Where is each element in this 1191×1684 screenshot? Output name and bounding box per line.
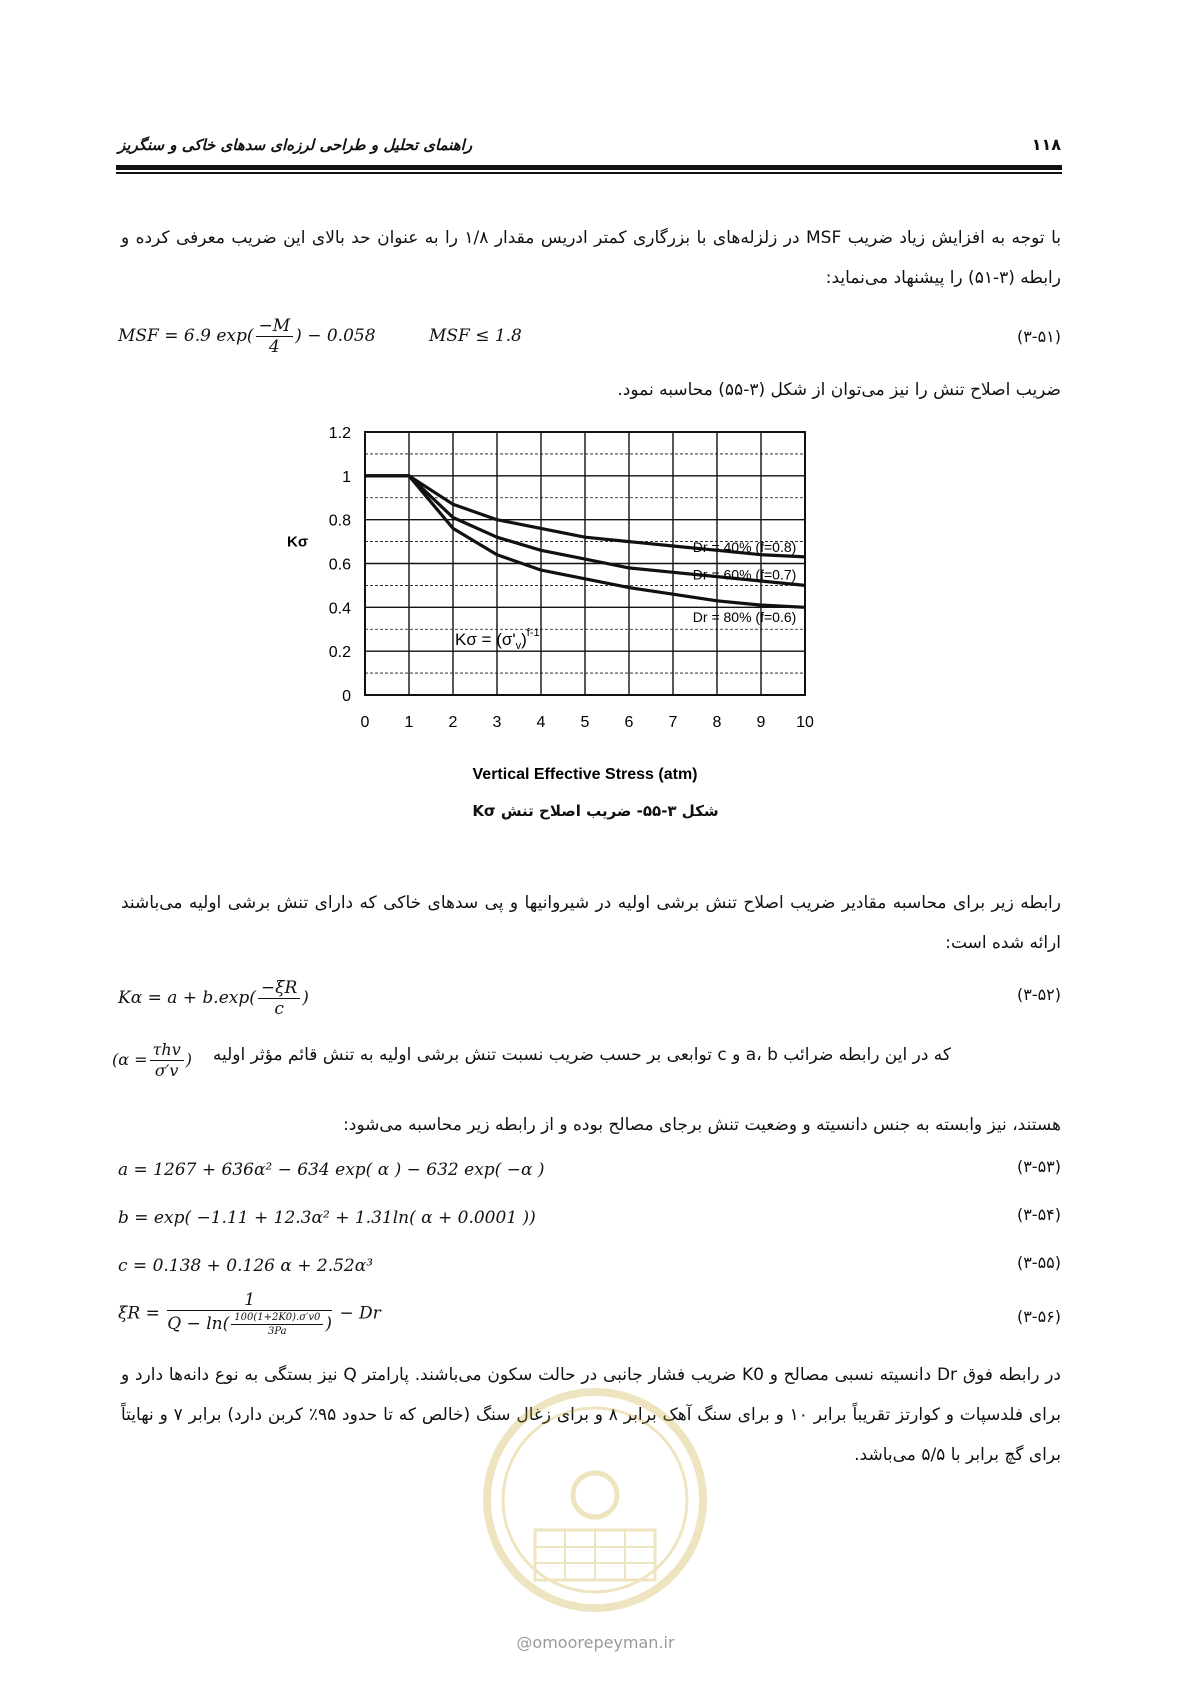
equation-number-54: (۳-۵۴) — [1016, 1205, 1061, 1224]
y-tick-label: 0.4 — [328, 600, 351, 618]
eq52-denominator: c — [274, 999, 284, 1019]
paragraph-msf-intro: با توجه به افزایش زیاد ضریب MSF در زلزله‌های با بزرگاری کمتر ادریس مقدار ۱/۸ را به عنوان حد بالای این ضریب معرفی کرده و رابطه (۳-۵۱) را پیشنهاد می‌نماید: — [121, 228, 1061, 288]
equation-number-52: (۳-۵۲) — [1016, 985, 1061, 1004]
alpha-def-lhs: (α = — [112, 1050, 148, 1069]
alpha-def-numerator: τhv — [150, 1040, 184, 1061]
x-tick-label: 5 — [580, 714, 590, 731]
alpha-definition — [112, 1040, 192, 1081]
watermark-seal — [480, 1385, 710, 1615]
eq52-rhs: ) — [302, 988, 309, 1008]
eq51-denominator: 4 — [268, 337, 280, 357]
equation-56 — [118, 1290, 381, 1338]
x-tick-label: 4 — [536, 714, 546, 731]
eq56-den-end: ) — [325, 1314, 332, 1334]
x-tick-label: 8 — [712, 714, 722, 731]
x-axis-label: Vertical Effective Stress (atm) — [472, 766, 698, 783]
eq56-inner-denominator: 3Pa — [267, 1326, 287, 1337]
chart-grid — [365, 432, 805, 695]
page-number: ۱۱۸ — [1031, 135, 1061, 154]
y-tick-label: 0 — [342, 688, 351, 705]
equation-52 — [118, 978, 309, 1019]
eq51-lhs: MSF = 6.9 exp( — [118, 326, 254, 346]
paragraph-coefficients: که در این رابطه ضرائب a، b و c توابعی بر حسب ضریب نسبت تنش برشی اولیه به تنش قائم مؤثر اولیه — [212, 1045, 951, 1065]
eq52-fraction — [258, 978, 300, 1019]
equation-55: c = 0.138 + 0.126 α + 2.52α³ — [118, 1256, 374, 1276]
alpha-def-fraction — [150, 1040, 184, 1081]
eq56-lhs: ξR = — [118, 1303, 160, 1324]
equation-number-51: (۳-۵۱) — [1016, 327, 1061, 346]
alpha-def-denominator: σ′v — [154, 1061, 179, 1080]
eq56-denominator — [167, 1311, 332, 1338]
x-tick-label: 0 — [360, 714, 370, 731]
y-axis-label: Kσ — [287, 533, 309, 551]
y-tick-label: 1 — [342, 468, 351, 486]
equation-number-56: (۳-۵۶) — [1016, 1307, 1061, 1326]
x-tick-label: 7 — [668, 714, 678, 731]
paragraph-xi-r: هستند، نیز وابسته به جنس دانسیته و وضعیت تنش برجای مصالح بوده و از رابطه زیر محاسبه می‌شود: — [343, 1115, 1061, 1135]
series-label: Dr = 40% (f=0.8) — [692, 539, 797, 556]
x-tick-label: 1 — [404, 714, 414, 731]
eq56-fraction — [167, 1290, 332, 1338]
eq51-fraction — [256, 316, 294, 357]
x-tick-label: 10 — [796, 714, 814, 731]
eq56-den-main: Q − ln( — [167, 1314, 230, 1334]
equation-number-53: (۳-۵۳) — [1016, 1157, 1061, 1176]
formula-label: $K\sigma = (\sigma'_v)^{f-1}$ — [455, 627, 540, 652]
eq56-rhs: − Dr — [339, 1303, 381, 1324]
paragraph-parameters: در رابطه فوق Dr دانسیته نسبی مصالح و K0 ضریب فشار جانبی در حالت سکون می‌باشند. پارامتر Q نیز بستگی به نوع دانه‌ها دارد و برای فلدسپات و کوارتز تقریباً برابر ۱۰ و برای سنگ آهک برابر ۸ و برای زغال سنگ (خالص که تا حدود ۹۵٪ کربن دارد) برابر ۷ و نهایتاً برای گچ برابر با ۵/۵ می‌باشد. — [121, 1365, 1061, 1465]
equation-51 — [118, 316, 522, 357]
eq56-inner-numerator: 100(1+2K0).σ′v0 — [231, 1311, 323, 1325]
x-tick-label: 2 — [448, 714, 458, 731]
figure-caption: شکل ۳-۵۵- ضریب اصلاح تنش Kσ — [472, 802, 719, 820]
y-tick-label: 0.8 — [328, 512, 351, 530]
eq56-inner-fraction — [231, 1311, 323, 1338]
y-tick-label: 1.2 — [328, 425, 351, 442]
equation-number-55: (۳-۵۵) — [1016, 1253, 1061, 1272]
header-rule-thick — [116, 165, 1062, 170]
running-header-title: راهنمای تحلیل و طراحی لرزه‌ای سدهای خاکی و سنگریز — [118, 136, 473, 154]
eq51-condition: MSF ≤ 1.8 — [428, 326, 522, 346]
x-tick-label: 9 — [756, 714, 766, 731]
x-tick-label: 3 — [492, 714, 502, 731]
eq56-numerator: 1 — [167, 1290, 332, 1311]
eq52-numerator: −ξR — [258, 978, 300, 999]
paragraph-initial-shear: رابطه زیر برای محاسبه مقادیر ضریب اصلاح تنش برشی اولیه در شیروانیها و پی سدهای خاکی که دارای تنش برشی اولیه می‌باشند ارائه شده است: — [121, 893, 1061, 953]
y-tick-label: 0.6 — [328, 556, 351, 574]
alpha-def-rhs: ) — [185, 1050, 192, 1069]
series-label: Dr = 60% (f=0.7) — [692, 566, 797, 583]
header-rule-thin — [116, 172, 1062, 174]
watermark-url: @omoorepeyman.ir — [516, 1633, 675, 1652]
paragraph-figure-ref: ضریب اصلاح تنش را نیز می‌توان از شکل (۳-۵۵) محاسبه نمود. — [617, 380, 1061, 400]
eq52-lhs: Kα = a + b.exp( — [118, 988, 256, 1008]
chart-series-labels — [693, 539, 797, 625]
k-sigma-chart — [285, 415, 885, 795]
equation-54: b = exp( −1.11 + 12.3α² + 1.31ln( α + 0.0001 )) — [118, 1208, 536, 1228]
eq51-rhs: ) − 0.058 — [295, 326, 376, 346]
equation-53: a = 1267 + 636α² − 634 exp( α ) − 632 exp( −α ) — [118, 1160, 545, 1180]
eq51-numerator: −M — [256, 316, 294, 337]
x-tick-label: 6 — [624, 714, 634, 731]
y-tick-label: 0.2 — [328, 644, 351, 662]
series-label: Dr = 80% (f=0.6) — [692, 609, 797, 626]
